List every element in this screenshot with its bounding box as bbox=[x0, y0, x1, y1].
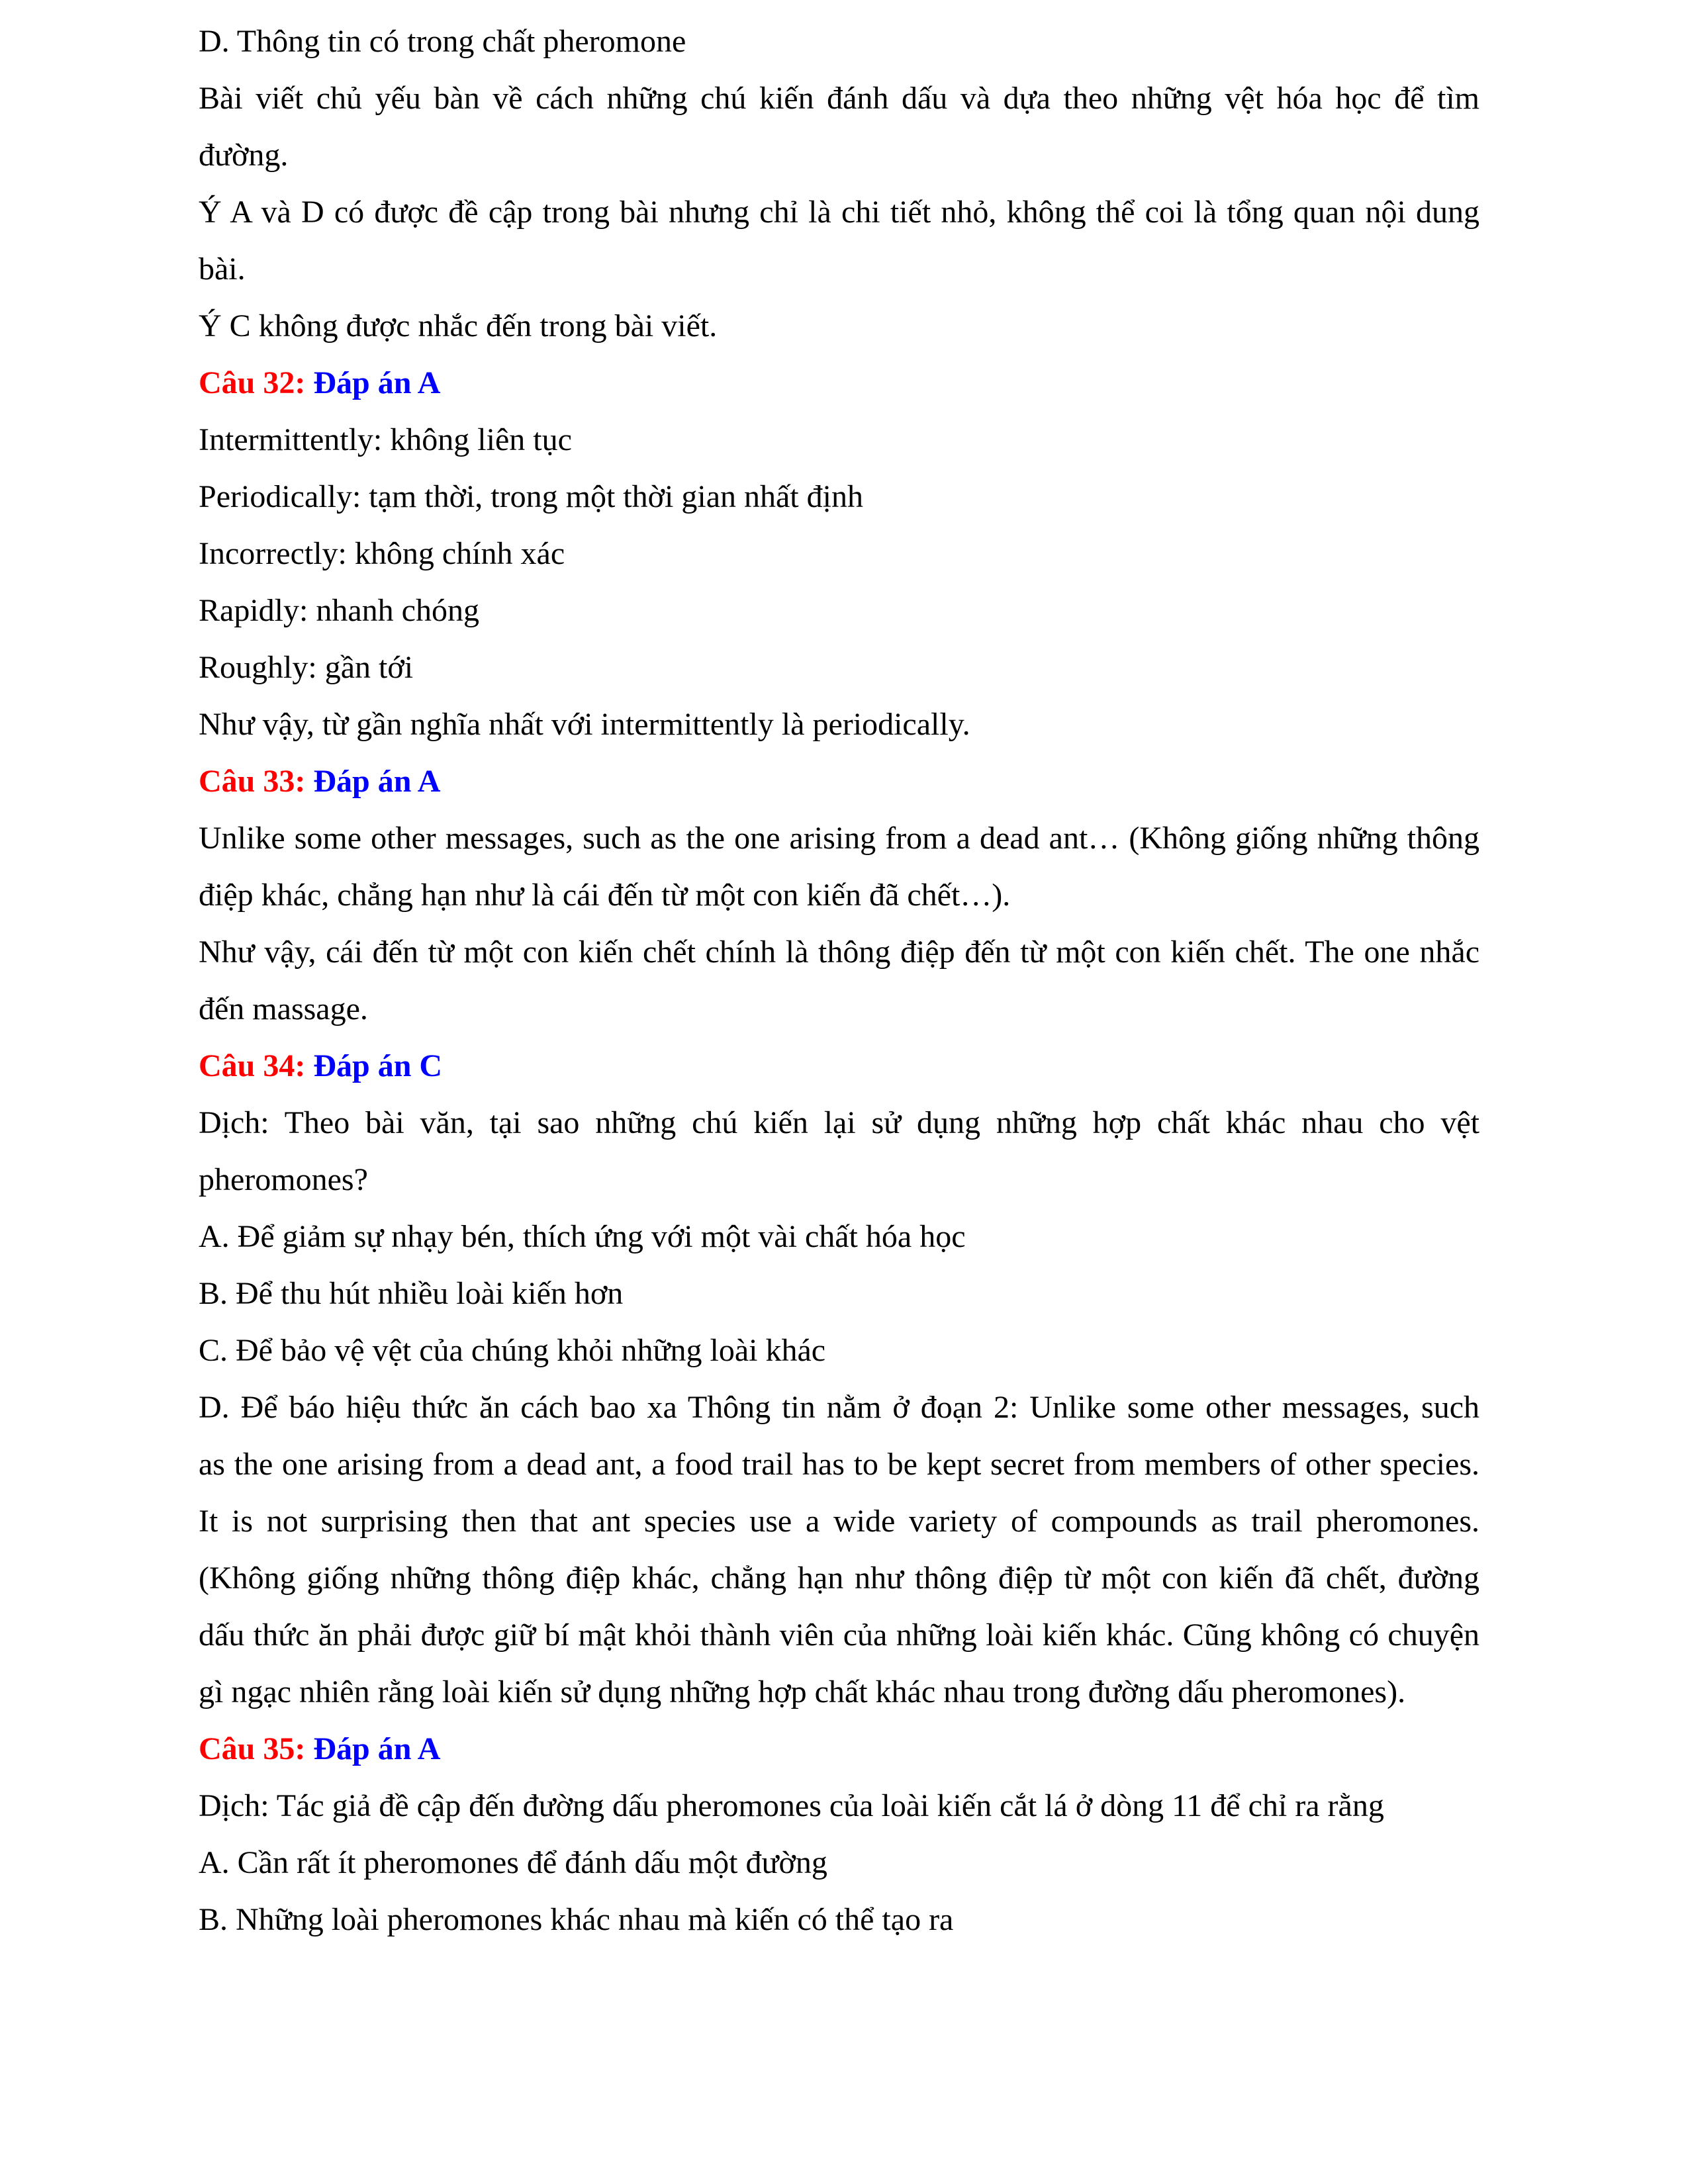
text-line: Ý A và D có được đề cập trong bài nhưng chỉ là chi tiết nhỏ, không thể coi là tổng quan nội dung bbox=[199, 195, 1479, 230]
text-line: It is not surprising then that ant species use a wide variety of compounds as trail pheromones. bbox=[199, 1504, 1479, 1539]
text-line: B. Để thu hút nhiều loài kiến hơn bbox=[199, 1276, 624, 1311]
question-heading-34 bbox=[199, 1038, 1479, 1095]
question-label: Câu 33: bbox=[199, 764, 306, 799]
text-line: A. Cần rất ít pheromones để đánh dấu một đường bbox=[199, 1845, 827, 1880]
text-line: A. Để giảm sự nhạy bén, thích ứng với một vài chất hóa học bbox=[199, 1219, 966, 1254]
text-line: Periodically: tạm thời, trong một thời gian nhất định bbox=[199, 479, 863, 514]
text-line: điệp khác, chẳng hạn như là cái đến từ một con kiến đã chết…). bbox=[199, 878, 1011, 913]
text-line: Intermittently: không liên tục bbox=[199, 422, 572, 457]
text-line: Dịch: Theo bài văn, tại sao những chú kiến lại sử dụng những hợp chất khác nhau cho vệt bbox=[199, 1105, 1479, 1140]
document-page bbox=[199, 13, 1479, 1948]
answer-label: Đáp án C bbox=[313, 1048, 443, 1083]
text-line: đến massage. bbox=[199, 991, 368, 1026]
text-line: Dịch: Tác giả đề cập đến đường dấu pheromones của loài kiến cắt lá ở dòng 11 để chỉ ra rằng bbox=[199, 1788, 1384, 1823]
text-line: D. Thông tin có trong chất pheromone bbox=[199, 24, 686, 59]
text-line: Incorrectly: không chính xác bbox=[199, 536, 565, 571]
text-line: C. Để bảo vệ vệt của chúng khỏi những loài khác bbox=[199, 1333, 826, 1368]
text-line: (Không giống những thông điệp khác, chẳng hạn như thông điệp từ một con kiến đã chết, đường bbox=[199, 1561, 1479, 1596]
text-line: đường. bbox=[199, 138, 289, 173]
question-heading-33 bbox=[199, 753, 1479, 810]
text-line: D. Để báo hiệu thức ăn cách bao xa Thông tin nằm ở đoạn 2: Unlike some other messages, such bbox=[199, 1390, 1479, 1425]
text-line: Rapidly: nhanh chóng bbox=[199, 593, 479, 628]
text-line: Như vậy, từ gần nghĩa nhất với intermittently là periodically. bbox=[199, 707, 970, 742]
text-line: Roughly: gần tới bbox=[199, 650, 414, 685]
text-line: as the one arising from a dead ant, a food trail has to be kept secret from members of other species. bbox=[199, 1447, 1479, 1482]
text-line: Unlike some other messages, such as the one arising from a dead ant… (Không giống những thông bbox=[199, 821, 1479, 856]
question-label: Câu 34: bbox=[199, 1048, 306, 1083]
question-label: Câu 35: bbox=[199, 1731, 306, 1766]
question-heading-35 bbox=[199, 1721, 1479, 1778]
text-line: Ý C không được nhắc đến trong bài viết. bbox=[199, 308, 718, 343]
text-line: Bài viết chủ yếu bàn về cách những chú kiến đánh dấu và dựa theo những vệt hóa học để tìm bbox=[199, 81, 1479, 116]
text-line: pheromones? bbox=[199, 1162, 368, 1197]
text-line: B. Những loài pheromones khác nhau mà kiến có thể tạo ra bbox=[199, 1902, 954, 1937]
answer-label: Đáp án A bbox=[313, 764, 441, 799]
text-line: dấu thức ăn phải được giữ bí mật khỏi thành viên của những loài kiến khác. Cũng không có chuyện bbox=[199, 1617, 1479, 1653]
text-line: bài. bbox=[199, 251, 246, 287]
answer-label: Đáp án A bbox=[313, 1731, 441, 1766]
question-label: Câu 32: bbox=[199, 365, 306, 400]
question-heading-32 bbox=[199, 355, 1479, 412]
text-line: gì ngạc nhiên rằng loài kiến sử dụng những hợp chất khác nhau trong đường dấu pheromones). bbox=[199, 1674, 1406, 1709]
answer-label: Đáp án A bbox=[313, 365, 441, 400]
text-line: Như vậy, cái đến từ một con kiến chết chính là thông điệp đến từ một con kiến chết. The one nhắc bbox=[199, 934, 1479, 970]
